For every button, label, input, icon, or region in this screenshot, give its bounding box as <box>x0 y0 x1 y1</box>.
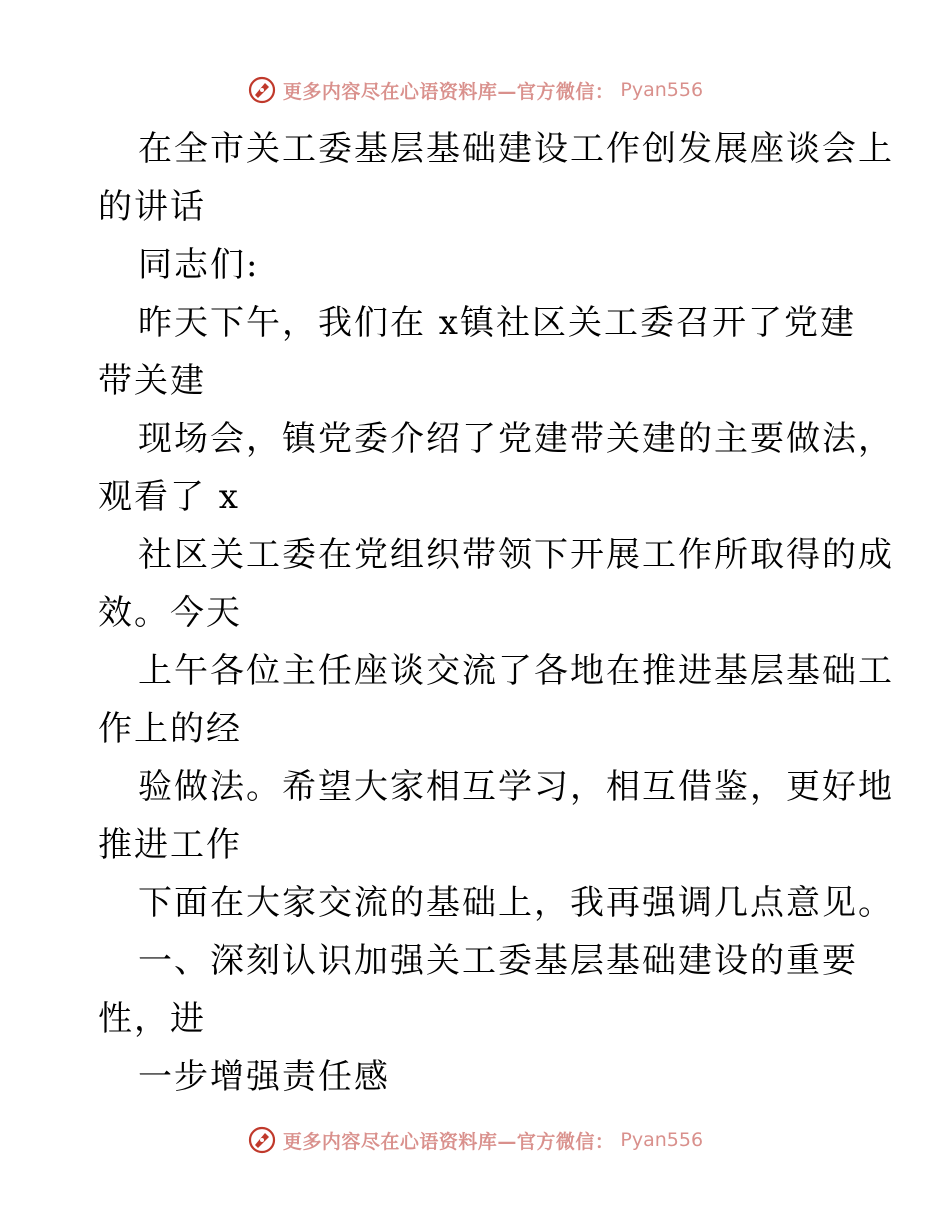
paragraph-line: 下面在大家交流的基础上，我再强调几点意见。 <box>138 883 894 923</box>
paragraph-line: 作上的经 <box>98 709 242 749</box>
paragraph-line: 现场会，镇党委介绍了党建带关建的主要做法， <box>138 419 894 459</box>
title-line-2: 的讲话 <box>98 187 206 227</box>
document-body <box>98 120 894 1106</box>
title-line-1: 在全市关工委基层基础建设工作创发展座谈会上 <box>138 129 894 169</box>
watermark-text: 更多内容尽在心语资料库—官方微信： <box>282 1130 615 1153</box>
section-heading-line: 性，进 <box>98 999 206 1039</box>
pen-nib-circle-icon <box>247 75 277 105</box>
section-heading-line: 一、深刻认识加强关工委基层基础建设的重要 <box>138 941 858 981</box>
salutation: 同志们: <box>138 245 260 285</box>
paragraph-line: 验做法。希望大家相互学习，相互借鉴，更好地 <box>138 767 894 807</box>
watermark-account: Pyan556 <box>620 1129 704 1151</box>
watermark-account: Pyan556 <box>620 79 704 101</box>
paragraph-line: 效。今天 <box>98 593 242 633</box>
footer-watermark <box>0 1122 950 1158</box>
paragraph-line: 社区关工委在党组织带领下开展工作所取得的成 <box>138 535 894 575</box>
paragraph-line: 推进工作 <box>98 825 242 865</box>
paragraph-line: 昨天下午，我们在 x镇社区关工委召开了党建 <box>138 303 856 343</box>
header-watermark <box>0 72 950 108</box>
section-heading-line: 一步增强责任感 <box>138 1057 390 1097</box>
paragraph-line: 上午各位主任座谈交流了各地在推进基层基础工 <box>138 651 894 691</box>
paragraph-line: 带关建 <box>98 361 206 401</box>
pen-nib-circle-icon <box>247 1125 277 1155</box>
paragraph-line: 观看了 x <box>98 477 240 517</box>
watermark-text: 更多内容尽在心语资料库—官方微信： <box>282 80 615 103</box>
